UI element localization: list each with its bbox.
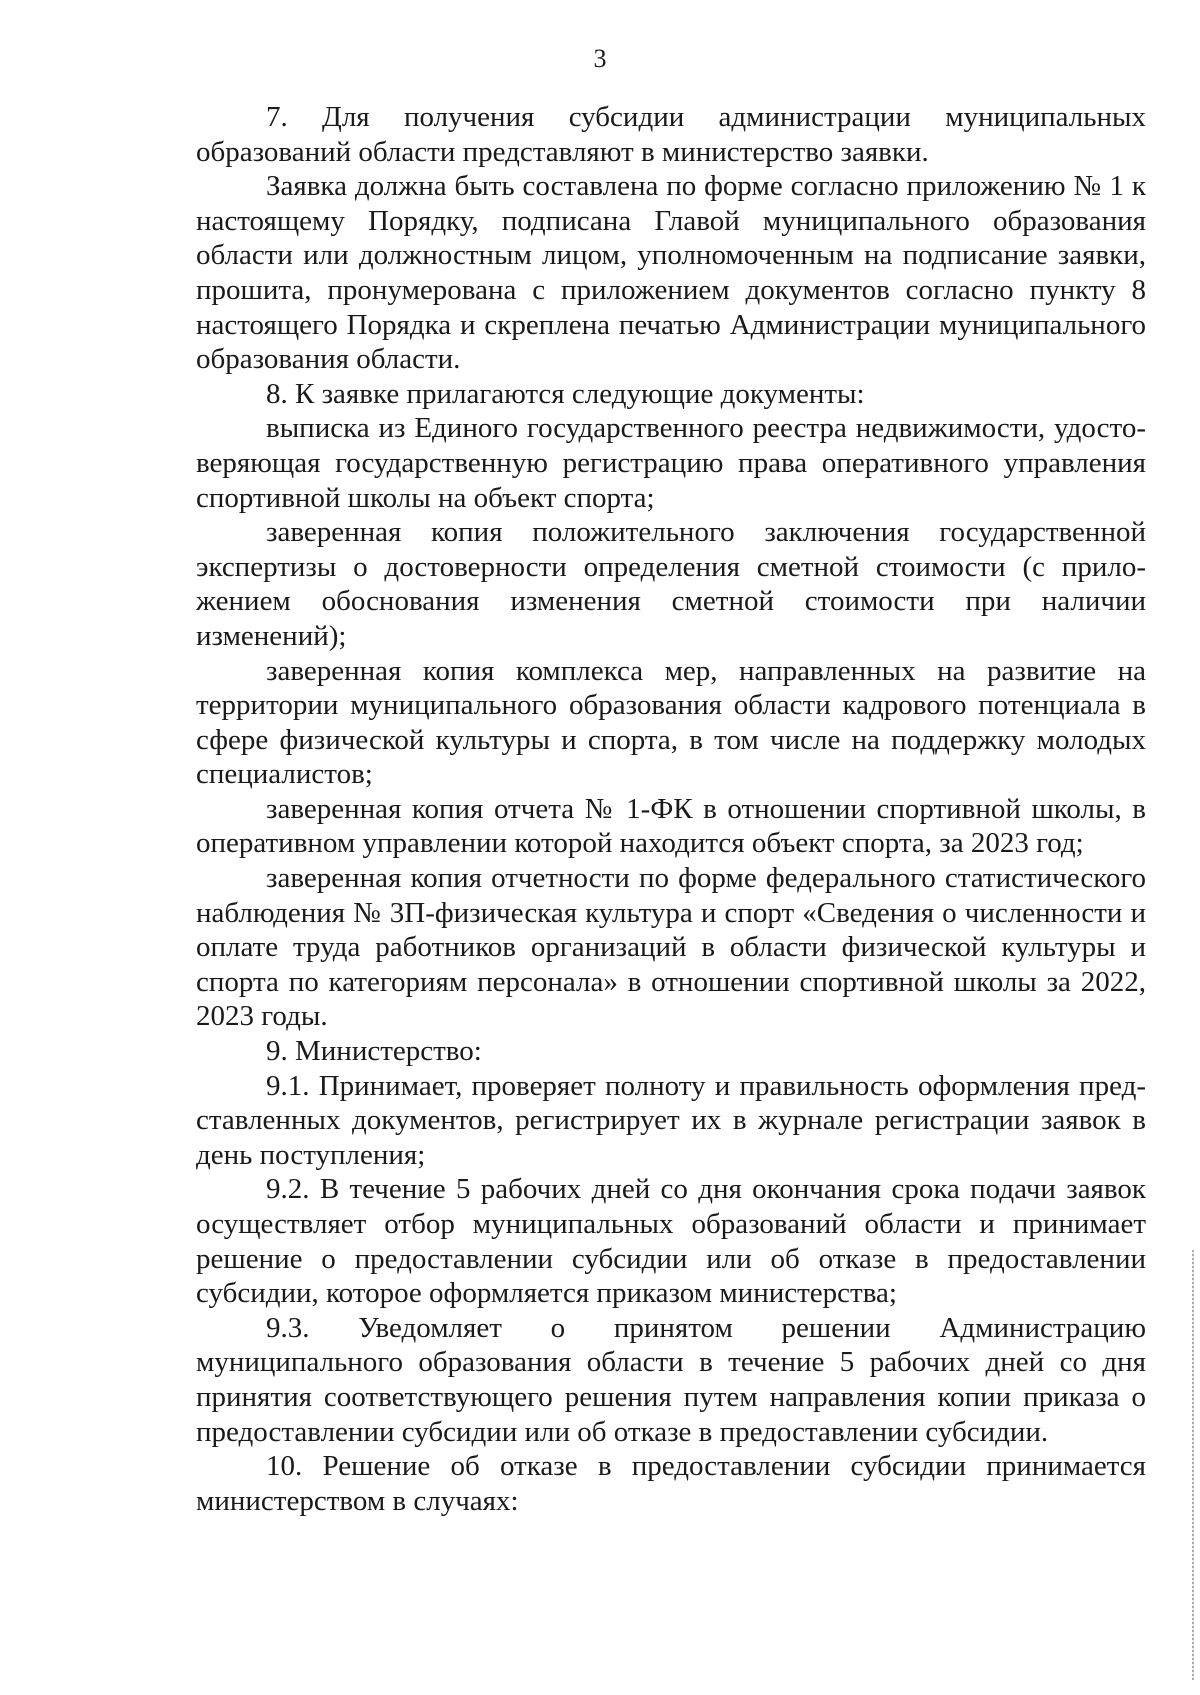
list-item-measures-copy: заверенная копия комплекса мер, направленных на развитие на территории муниципального образования области кадрового потенциала в сфере физической культуры и спорта, в том числе на поддержку молодых специалистов; [196, 654, 1146, 791]
paragraph-application-form: Заявка должна быть составлена по форме согласно приложению № 1 к настоящему Порядку, подписана Главой муниципального образования области или должностным лицом, уполномоченным на подписание заявки, прошита, пронумерована с приложением документов согласно пункту 8 настоящего Порядка и скреплена печатью Администрации муниципального образования области. [196, 170, 1146, 376]
paragraph-9-3: 9.3. Уведомляет о принятом решении Администрацию муниципального образования области в течение 5 рабочих дней со дня принятия соответствующего решения путем направления копии приказа о предоставлении субсидии или об отказе в предоставлении субсидии. [196, 1311, 1146, 1448]
paragraph-8: 8. К заявке прилагаются следующие документы: [266, 377, 865, 410]
list-item-report-3p: заверенная копия отчетности по форме федерального статистического наблюдения № 3П-физическая культура и спорт «Сведения о численности и оплате труда работников организаций в области физической культуры и спорта по категориям персонала» в отношении спортивной школы за 2022, 2023 годы. [196, 862, 1146, 1033]
document-body [196, 100, 1146, 1518]
list-item-registry-extract: выписка из Единого государственного реестра недвижимости, удостоверяющая государственную регистрацию права оперативного управления спортивной школы на объект спорта; [196, 412, 1146, 514]
page-number: 3 [593, 44, 607, 73]
paragraph-9: 9. Министерство: [266, 1035, 482, 1068]
paragraph-10: 10. Решение об отказе в предоставлении субсидии принимается министерством в случаях: [196, 1450, 1146, 1517]
paragraph-9-1: 9.1. Принимает, проверяет полноту и правильность оформления представленных документов, регистрирует их в журнале регистрации заявок в день поступления; [196, 1069, 1146, 1171]
list-item-report-1fk: заверенная копия отчета № 1-ФК в отношении спортивной школы, в оперативном управлении которой находится объект спорта, за 2023 год; [196, 792, 1146, 860]
paragraph-9-2: 9.2. В течение 5 рабочих дней со дня окончания срока подачи заявок осуществляет отбор муниципальных образований области и принимает решение о предоставлении субсидии или об отказе в предоставлении субсидии, которое оформляется приказом министерства; [196, 1173, 1146, 1310]
paragraph-7: 7. Для получения субсидии администрации муниципальных образований области представляют в министерство заявки. [196, 101, 1146, 168]
list-item-expertise-copy: заверенная копия положительного заключения государственной экспертизы о достоверности определения сметной стоимости (с приложением обоснования изменения сметной стоимости при наличии изменений); [196, 516, 1146, 652]
scan-edge-artifact [1192, 1250, 1194, 1680]
